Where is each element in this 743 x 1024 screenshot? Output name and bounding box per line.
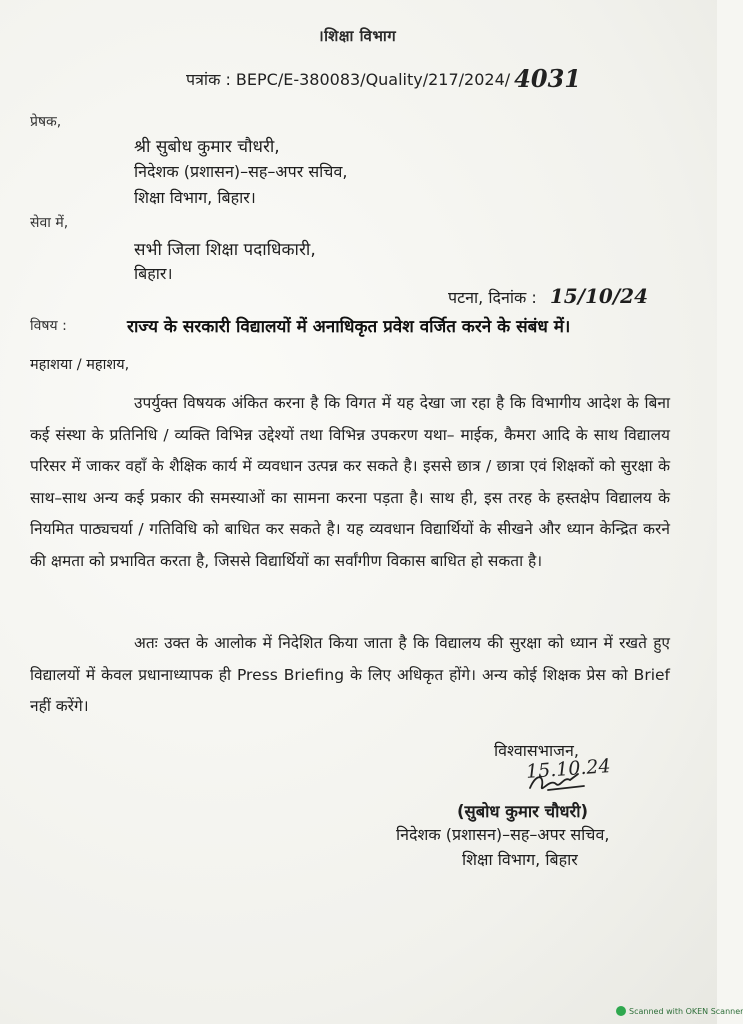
closing: विश्वासभाजन,	[494, 741, 579, 760]
handwritten-reference-number: 4031	[514, 64, 581, 93]
recipient-name: सभी जिला शिक्षा पदाधिकारी,	[134, 240, 316, 260]
department-header: ।शिक्षा विभाग	[318, 27, 397, 45]
scanner-badge	[616, 1006, 743, 1016]
date-line	[448, 284, 648, 308]
sender-name: श्री सुबोध कुमार चौधरी,	[134, 137, 280, 157]
subject-text: राज्य के सरकारी विद्यालयों में अनाधिकृत प्रवेश वर्जित करने के संबंध में।	[127, 317, 571, 337]
body-paragraph-2: अतः उक्त के आलोक में निदेशित किया जाता है कि विद्यालय की सुरक्षा को ध्यान में रखते हुए विद्यालयों में केवल प्रधानाध्यापक ही Press Briefing के लिए अधिकृत होंगे। अन्य कोई शिक्षक प्रेस को Brief नहीं करेंगे।	[30, 634, 670, 715]
salutation: महाशया / महाशय,	[30, 357, 130, 373]
sender-office: शिक्षा विभाग, बिहार।	[134, 188, 256, 207]
signature-date: 15.10.24	[525, 755, 612, 783]
handwritten-date: 15/10/24	[549, 284, 648, 308]
signatory-office: शिक्षा विभाग, बिहार	[462, 850, 578, 869]
date-label: पटना, दिनांक :	[448, 288, 537, 307]
reference-number	[186, 62, 581, 91]
reference-prefix: पत्रांक : BEPC/E-380083/Quality/217/2024/	[186, 70, 511, 89]
body-paragraph-1: उपर्युक्त विषयक अंकित करना है कि विगत में यह देखा जा रहा है कि विभागीय आदेश के बिना कई संस्था के प्रतिनिधि / व्यक्ति विभिन्न उद्देश्यों तथा विभिन्न उपकरण यथा– माईक, कैमरा आदि के साथ विद्यालय परिसर में जाकर वहाँ के शैक्षिक कार्य में व्यवधान उत्पन्न कर सकते है। इससे छात्र / छात्रा एवं शिक्षकों को सुरक्षा के साथ–साथ अन्य कई प्रकार की समस्याओं का सामना करना पड़ता है। साथ ही, इस तरह के हस्तक्षेप विद्यालय के नियमित पाठ्यचर्या / गतिविधि को बाधित कर सकते है। यह व्यवधान विद्यार्थियों के सीखने और ध्यान केन्द्रित करने की क्षमता को प्रभावित करता है, जिससे विद्यार्थियों का सर्वांगीण विकास बाधित हो सकता है।	[30, 394, 670, 570]
signatory-name: (सुबोध कुमार चौधरी)	[457, 802, 589, 821]
recipient-place: बिहार।	[134, 264, 173, 283]
sender-designation: निदेशक (प्रशासन)–सह–अपर सचिव,	[134, 162, 348, 181]
recipient-label: सेवा में,	[30, 215, 69, 231]
sender-label: प्रेषक,	[30, 114, 62, 130]
signatory-designation: निदेशक (प्रशासन)–सह–अपर सचिव,	[396, 825, 610, 844]
subject-label: विषय :	[30, 318, 67, 334]
scanner-logo-icon	[616, 1006, 626, 1016]
scanner-badge-text: Scanned with OKEN Scanner	[629, 1006, 743, 1016]
